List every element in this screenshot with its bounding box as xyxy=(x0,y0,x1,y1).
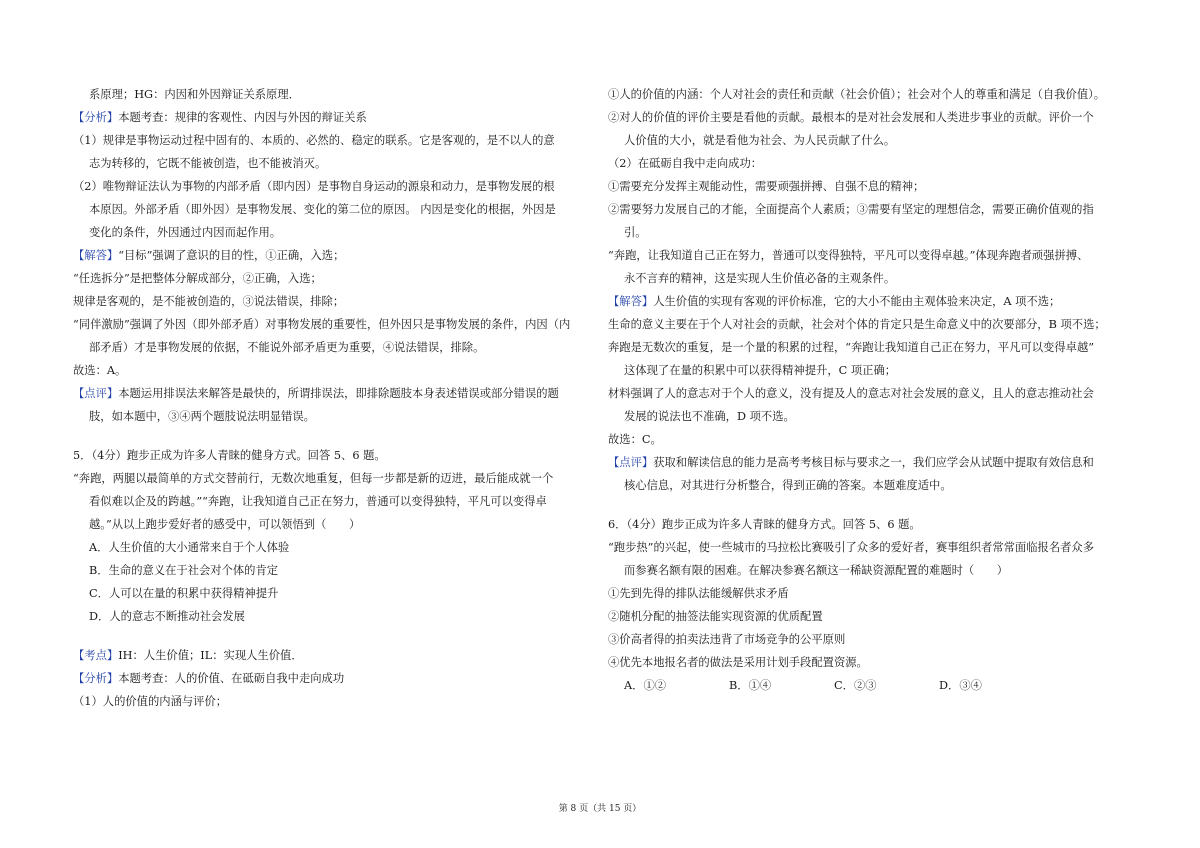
right-line xyxy=(608,202,1094,218)
line-text: 5．（4分）跑步正成为许多人青睐的健身方式。回答 5、6 题。 xyxy=(73,449,386,462)
choice-option: A．①② xyxy=(624,679,667,692)
line-text: ③价高者得的拍卖法违背了市场竞争的公平原则 xyxy=(608,633,846,646)
section-tag: 【解答】 xyxy=(608,295,654,308)
line-text: 越。”从以上跑步爱好者的感受中，可以领悟到（ ） xyxy=(89,518,361,531)
line-text: “目标”强调了意识的目的性，①正确，入选； xyxy=(118,249,345,262)
line-text: IH：人生价值；IL：实现人生价值． xyxy=(118,649,303,662)
left-line xyxy=(73,471,553,487)
line-text: 6．（4分）跑步正成为许多人青睐的健身方式。回答 5、6 题。 xyxy=(608,518,921,531)
right-line xyxy=(608,632,845,648)
page-footer: 第 8 页（共 15 页） xyxy=(558,804,642,814)
left-line xyxy=(73,671,344,687)
line-text: 这体现了在量的积累中可以获得精神提升，C 项正确； xyxy=(624,364,897,377)
line-text: D．人的意志不断推动社会发展 xyxy=(89,610,245,623)
section-tag: 【分析】 xyxy=(73,111,119,124)
line-text: ②随机分配的抽签法能实现资源的优质配置 xyxy=(608,610,823,623)
line-text: 志为转移的，它既不能被创造，也不能被消灭。 xyxy=(89,157,327,170)
line-text: ①需要充分发挥主观能动性，需要顽强拼搏、自强不息的精神； xyxy=(608,180,925,193)
section-tag: 【分析】 xyxy=(73,672,119,685)
left-line xyxy=(73,317,570,333)
left-line xyxy=(89,202,556,218)
left-line xyxy=(73,133,555,149)
line-text: 故选：A。 xyxy=(73,364,127,377)
line-text: 本题运用排误法来解答是最快的，所谓排误法，即排除题肢本身表述错误或部分错误的题 xyxy=(118,387,559,400)
right-line xyxy=(624,478,952,494)
choice-option: B．①④ xyxy=(729,679,772,692)
left-line xyxy=(73,294,344,310)
section-tag: 【点评】 xyxy=(608,456,654,469)
line-text: （1）规律是事物运动过程中固有的、本质的、必然的、稳定的联系。它是客观的，是不以人的意 xyxy=(73,134,555,147)
line-text: 核心信息，对其进行分析整合，得到正确的答案。本题难度适中。 xyxy=(624,479,952,492)
line-text: ①人的价值的内涵：个人对社会的责任和贡献（社会价值）；社会对个人的尊重和满足（自我价值）。 xyxy=(608,88,1106,101)
left-line xyxy=(89,494,547,510)
left-line xyxy=(89,156,326,172)
line-text: 本原因。外部矛盾（即外因）是事物发展、变化的第二位的原因。 内因是变化的根据，外因是 xyxy=(89,203,556,216)
line-text: 材料强调了人的意志对于个人的意义，没有提及人的意志对社会发展的意义，且人的意志推动社会 xyxy=(608,387,1094,400)
line-text: 而参赛名额有限的困难。在解决参赛名额这一稀缺资源配置的难题时（ ） xyxy=(624,564,1009,577)
line-text: “任选拆分”是把整体分解成部分，②正确，入选； xyxy=(73,272,322,285)
line-text: 人生价值的实现有客观的评价标准，它的大小不能由主观体验来决定，A 项不选； xyxy=(653,295,1061,308)
right-line xyxy=(608,87,1105,103)
line-text: 人价值的大小，就是看他为社会、为人民贡献了什么。 xyxy=(624,134,896,147)
line-text: 看似难以企及的跨越。”“奔跑，让我知道自己正在努力，普通可以变得独特，平凡可以变得卓 xyxy=(89,495,547,508)
left-line xyxy=(89,87,300,103)
line-text: 本题考查：规律的客观性、内因与外因的辩证关系 xyxy=(118,111,367,124)
right-line xyxy=(608,540,1094,556)
line-text: “跑步热”的兴起，使一些城市的马拉松比赛吸引了众多的爱好者，赛事组织者常常面临报名者众多 xyxy=(608,541,1095,554)
right-line xyxy=(624,409,795,425)
line-text: 奔跑是无数次的重复，是一个量的积累的过程，“奔跑让我知道自己正在努力，平凡可以变得卓越” xyxy=(608,341,1095,354)
right-line xyxy=(608,386,1094,402)
left-line xyxy=(73,248,344,264)
right-line xyxy=(624,563,1008,579)
left-line xyxy=(73,179,555,195)
right-line xyxy=(608,655,868,671)
right-line xyxy=(608,517,921,533)
right-line xyxy=(624,363,896,379)
left-line xyxy=(89,517,360,533)
line-text: A．人生价值的大小通常来自于个人体验 xyxy=(89,541,290,554)
line-text: 发展的说法也不准确，D 项不选。 xyxy=(624,410,795,423)
line-text: B．生命的意义在于社会对个体的肯定 xyxy=(89,564,279,577)
section-tag: 【解答】 xyxy=(73,249,119,262)
right-line xyxy=(608,248,1088,264)
section-tag: 【考点】 xyxy=(73,649,119,662)
line-text: ④优先本地报名者的做法是采用计划手段配置资源。 xyxy=(608,656,868,669)
right-line xyxy=(608,586,789,602)
right-line xyxy=(608,156,762,172)
right-line xyxy=(608,432,662,448)
line-text: 本题考查：人的价值、在砥砺自我中走向成功 xyxy=(118,672,345,685)
line-text: “同伴激励”强调了外因（即外部矛盾）对事物发展的重要性，但外因只是事物发展的条件，内因（内 xyxy=(73,318,571,331)
right-line xyxy=(608,110,1094,126)
answer-choices xyxy=(624,678,1044,694)
line-text: “奔跑，两腿以最简单的方式交替前行，无数次地重复，但每一步都是新的迈进，最后能成就一个 xyxy=(73,472,554,485)
line-text: （1）人的价值的内涵与评价； xyxy=(73,695,228,708)
right-line xyxy=(608,317,1106,333)
line-text: C．人可以在量的积累中获得精神提升 xyxy=(89,587,279,600)
right-line xyxy=(608,455,1094,471)
line-text: （2）唯物辩证法认为事物的内部矛盾（即内因）是事物自身运动的源泉和动力，是事物发展的根 xyxy=(73,180,555,193)
line-text: 肢，如本题中，③④两个题肢说法明显错误。 xyxy=(89,410,315,423)
left-line xyxy=(73,448,386,464)
choice-option: C．②③ xyxy=(834,679,877,692)
right-line xyxy=(608,609,823,625)
line-text: 生命的意义主要在于个人对社会的贡献，社会对个体的肯定只是生命意义中的次要部分，B 项不选； xyxy=(608,318,1106,331)
left-line xyxy=(89,540,289,556)
right-line xyxy=(624,271,895,287)
line-text: 引。 xyxy=(624,226,647,239)
right-line xyxy=(624,225,647,241)
left-line xyxy=(73,271,322,287)
right-line xyxy=(608,340,1094,356)
line-text: 获取和解读信息的能力是高考考核目标与要求之一，我们应学会从试题中提取有效信息和 xyxy=(653,456,1094,469)
line-text: （2）在砥砺自我中走向成功： xyxy=(608,157,763,170)
left-line xyxy=(89,563,278,579)
left-line xyxy=(89,225,281,241)
left-line xyxy=(73,648,303,664)
right-line xyxy=(624,133,895,149)
line-text: “奔跑，让我知道自己正在努力，普通可以变得独特，平凡可以变得卓越。”体现奔跑者顽强拼搏、 xyxy=(608,249,1089,262)
left-line xyxy=(89,409,315,425)
left-line xyxy=(73,694,227,710)
choice-option: D．③④ xyxy=(939,679,982,692)
line-text: ②需要努力发展自己的才能，全面提高个人素质；③需要有坚定的理想信念，需要正确价值观的指 xyxy=(608,203,1094,216)
left-line xyxy=(73,110,367,126)
right-line xyxy=(608,179,924,195)
line-text: 系原理；HG：内因和外因辩证关系原理． xyxy=(89,88,300,101)
left-line xyxy=(73,386,559,402)
line-text: ②对人的价值的评价主要是看他的贡献。最根本的是对社会发展和人类进步事业的贡献。评价一个 xyxy=(608,111,1094,124)
left-line xyxy=(89,586,278,602)
line-text: 规律是客观的，是不能被创造的，③说法错误，排除； xyxy=(73,295,345,308)
line-text: 故选：C。 xyxy=(608,433,662,446)
section-tag: 【点评】 xyxy=(73,387,119,400)
line-text: 部矛盾）才是事物发展的依据，不能说外部矛盾更为重要，④说法错误，排除。 xyxy=(89,341,485,354)
left-line xyxy=(89,340,484,356)
left-line xyxy=(89,609,245,625)
right-line xyxy=(608,294,1060,310)
line-text: ①先到先得的排队法能缓解供求矛盾 xyxy=(608,587,789,600)
line-text: 永不言弃的精神，这是实现人生价值必备的主观条件。 xyxy=(624,272,896,285)
line-text: 变化的条件，外因通过内因而起作用。 xyxy=(89,226,282,239)
left-line xyxy=(73,363,126,379)
